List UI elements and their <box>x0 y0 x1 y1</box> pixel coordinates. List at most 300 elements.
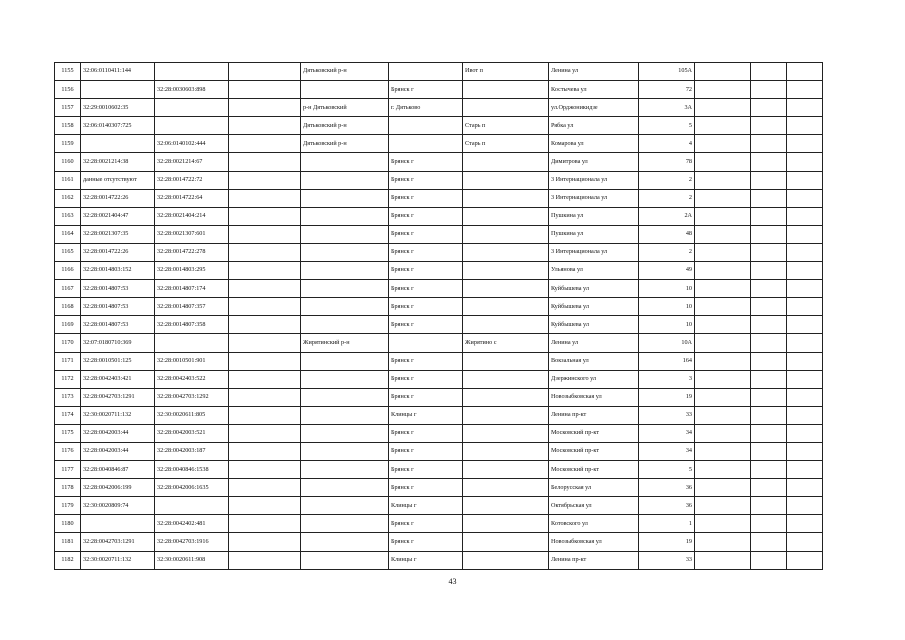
table-cell <box>301 171 389 189</box>
table-cell <box>751 262 787 280</box>
table-cell: Московский пр-кт <box>549 461 639 479</box>
table-cell <box>751 424 787 442</box>
table-cell <box>301 81 389 99</box>
table-cell: 72 <box>639 81 695 99</box>
table-cell <box>463 153 549 171</box>
table-cell: 4 <box>639 135 695 153</box>
table-cell: 32:28:0010501:125 <box>81 352 155 370</box>
table-cell <box>695 99 751 117</box>
table-cell <box>463 189 549 207</box>
table-cell <box>229 497 301 515</box>
table-cell <box>695 334 751 352</box>
table-cell <box>695 280 751 298</box>
table-row <box>55 153 823 171</box>
table-cell <box>229 207 301 225</box>
table-cell <box>463 99 549 117</box>
table-cell: 32:28:0014722:26 <box>81 189 155 207</box>
table-cell: Брянск г <box>389 352 463 370</box>
table-cell: 1177 <box>55 461 81 479</box>
table-cell: Димитрова ул <box>549 153 639 171</box>
table-cell: Брянск г <box>389 171 463 189</box>
table-cell <box>301 515 389 533</box>
table-cell: 1158 <box>55 117 81 135</box>
table-cell: Пушкина ул <box>549 225 639 243</box>
table-body <box>55 63 823 570</box>
table-cell <box>787 81 823 99</box>
table-cell <box>751 81 787 99</box>
table-cell <box>463 225 549 243</box>
table-cell <box>695 135 751 153</box>
table-cell <box>751 406 787 424</box>
table-cell <box>695 533 751 551</box>
table-cell <box>751 99 787 117</box>
table-cell: Брянск г <box>389 153 463 171</box>
table-cell <box>751 63 787 81</box>
table-cell: 3 Интернационала ул <box>549 171 639 189</box>
table-cell <box>787 153 823 171</box>
table-cell <box>229 461 301 479</box>
table-cell: 1171 <box>55 352 81 370</box>
table-cell <box>463 171 549 189</box>
table-cell <box>389 135 463 153</box>
table-cell <box>229 81 301 99</box>
table-cell: 1179 <box>55 497 81 515</box>
table-cell <box>301 225 389 243</box>
table-row <box>55 280 823 298</box>
table-cell: 2 <box>639 189 695 207</box>
table-row <box>55 370 823 388</box>
table-cell <box>787 316 823 334</box>
table-cell <box>751 352 787 370</box>
table-row <box>55 497 823 515</box>
table-cell: 32:28:0042403:522 <box>155 370 229 388</box>
table-cell <box>229 63 301 81</box>
table-cell <box>463 316 549 334</box>
table-cell: 32:30:0020611:908 <box>155 551 229 569</box>
table-cell: 32:28:0014807:358 <box>155 316 229 334</box>
table-cell: 3А <box>639 99 695 117</box>
table-row <box>55 81 823 99</box>
table-cell: Ленина пр-кт <box>549 406 639 424</box>
table-cell <box>229 153 301 171</box>
table-cell <box>229 479 301 497</box>
table-cell: Пушкина ул <box>549 207 639 225</box>
table-cell: 32:30:0020611:805 <box>155 406 229 424</box>
table-cell: 48 <box>639 225 695 243</box>
table-cell: 1159 <box>55 135 81 153</box>
table-cell <box>229 189 301 207</box>
table-cell <box>751 280 787 298</box>
table-cell: 33 <box>639 406 695 424</box>
table-row <box>55 479 823 497</box>
table-cell: Брянск г <box>389 262 463 280</box>
table-cell: 3 Интернационала ул <box>549 189 639 207</box>
table-cell <box>81 81 155 99</box>
table-cell <box>751 243 787 261</box>
table-cell: 32:28:0014722:72 <box>155 171 229 189</box>
table-cell <box>695 225 751 243</box>
table-cell <box>695 370 751 388</box>
table-cell <box>787 298 823 316</box>
table-cell: Брянск г <box>389 298 463 316</box>
data-table <box>54 62 823 570</box>
table-cell: 1180 <box>55 515 81 533</box>
table-cell: Котовского ул <box>549 515 639 533</box>
table-cell <box>301 388 389 406</box>
table-row <box>55 243 823 261</box>
table-cell: 2 <box>639 243 695 261</box>
table-cell <box>695 81 751 99</box>
table-cell <box>787 99 823 117</box>
table-cell: 1176 <box>55 442 81 460</box>
table-cell <box>787 63 823 81</box>
table-row <box>55 533 823 551</box>
table-cell: Клинцы г <box>389 406 463 424</box>
table-cell <box>301 189 389 207</box>
table-row <box>55 334 823 352</box>
table-cell: Куйбышева ул <box>549 298 639 316</box>
table-cell: 10А <box>639 334 695 352</box>
table-cell: Дятьковский р-н <box>301 63 389 81</box>
table-cell: данные отсутствуют <box>81 171 155 189</box>
table-cell <box>463 461 549 479</box>
table-cell <box>751 135 787 153</box>
table-cell <box>463 551 549 569</box>
table-cell <box>229 243 301 261</box>
table-cell: 32:28:0042006:199 <box>81 479 155 497</box>
table-row <box>55 171 823 189</box>
table-cell <box>695 424 751 442</box>
table-cell <box>229 135 301 153</box>
table-cell <box>695 243 751 261</box>
table-cell <box>751 225 787 243</box>
table-cell <box>695 442 751 460</box>
table-cell: 32:28:0040846:87 <box>81 461 155 479</box>
table-cell: 19 <box>639 388 695 406</box>
table-cell: Ленина ул <box>549 63 639 81</box>
table-row <box>55 63 823 81</box>
table-cell: 32:07:0180710:369 <box>81 334 155 352</box>
table-cell: Брянск г <box>389 225 463 243</box>
table-cell <box>229 406 301 424</box>
table-cell <box>695 63 751 81</box>
table-cell: 32:28:0014807:53 <box>81 280 155 298</box>
table-cell <box>751 316 787 334</box>
table-cell: Куйбышева ул <box>549 316 639 334</box>
table-cell: 32:28:0021307:601 <box>155 225 229 243</box>
table-cell <box>787 442 823 460</box>
table-cell: 1182 <box>55 551 81 569</box>
table-cell <box>787 352 823 370</box>
table-row <box>55 316 823 334</box>
table-cell <box>301 406 389 424</box>
table-cell <box>751 497 787 515</box>
table-cell: 49 <box>639 262 695 280</box>
table-cell <box>301 461 389 479</box>
table-cell: 164 <box>639 352 695 370</box>
table-cell: 32:06:0140102:444 <box>155 135 229 153</box>
table-cell <box>695 497 751 515</box>
table-cell <box>301 243 389 261</box>
table-cell <box>695 479 751 497</box>
table-cell: 32:06:0110411:144 <box>81 63 155 81</box>
table-cell: 32:30:0020711:132 <box>81 551 155 569</box>
table-cell: Московский пр-кт <box>549 442 639 460</box>
table-cell: 1164 <box>55 225 81 243</box>
table-cell <box>787 135 823 153</box>
table-cell <box>81 135 155 153</box>
table-row <box>55 442 823 460</box>
table-cell <box>787 171 823 189</box>
table-cell <box>463 243 549 261</box>
table-cell <box>751 388 787 406</box>
table-row <box>55 551 823 569</box>
table-cell <box>751 461 787 479</box>
table-cell: 32:28:0021307:35 <box>81 225 155 243</box>
table-row <box>55 225 823 243</box>
table-cell: 3 <box>639 370 695 388</box>
table-cell: 32:06:0140307:725 <box>81 117 155 135</box>
table-cell <box>695 189 751 207</box>
table-cell: 10 <box>639 316 695 334</box>
table-cell <box>301 298 389 316</box>
table-cell <box>301 442 389 460</box>
table-cell: Брянск г <box>389 189 463 207</box>
table-cell <box>229 424 301 442</box>
table-cell: 36 <box>639 479 695 497</box>
table-cell: Ульянова ул <box>549 262 639 280</box>
table-cell: Брянск г <box>389 515 463 533</box>
table-cell <box>695 207 751 225</box>
table-cell: 10 <box>639 298 695 316</box>
table-cell <box>787 117 823 135</box>
table-cell: 19 <box>639 533 695 551</box>
table-cell <box>155 63 229 81</box>
table-cell <box>787 334 823 352</box>
table-cell: Брянск г <box>389 461 463 479</box>
table-row <box>55 515 823 533</box>
table-cell: 1175 <box>55 424 81 442</box>
table-cell: 32:30:0020711:132 <box>81 406 155 424</box>
table-cell: 32:28:0021214:67 <box>155 153 229 171</box>
table-cell: 32:28:0014807:357 <box>155 298 229 316</box>
table-cell: 33 <box>639 551 695 569</box>
table-cell <box>229 334 301 352</box>
table-cell: 32:28:0021214:38 <box>81 153 155 171</box>
table-cell <box>301 207 389 225</box>
table-cell: Брянск г <box>389 316 463 334</box>
table-cell: Брянск г <box>389 207 463 225</box>
table-cell <box>787 243 823 261</box>
table-cell: 32:28:0014807:53 <box>81 298 155 316</box>
table-cell: г. Дятьково <box>389 99 463 117</box>
table-cell: Московский пр-кт <box>549 424 639 442</box>
table-cell: 32:28:0042403:421 <box>81 370 155 388</box>
table-cell: Ленина ул <box>549 334 639 352</box>
table-cell: 1174 <box>55 406 81 424</box>
table-cell: Жирятино с <box>463 334 549 352</box>
table-cell <box>301 153 389 171</box>
table-cell: Октябрьская ул <box>549 497 639 515</box>
table-cell <box>787 207 823 225</box>
table-cell: 32:28:0014722:278 <box>155 243 229 261</box>
table-row <box>55 461 823 479</box>
table-cell: Брянск г <box>389 388 463 406</box>
table-cell <box>229 442 301 460</box>
table-cell: Брянск г <box>389 370 463 388</box>
table-cell <box>463 81 549 99</box>
table-cell <box>155 117 229 135</box>
table-cell: 32:29:0010602:35 <box>81 99 155 117</box>
table-cell: 1 <box>639 515 695 533</box>
table-cell: 1181 <box>55 533 81 551</box>
table-cell <box>389 63 463 81</box>
table-cell <box>301 497 389 515</box>
table-cell <box>695 262 751 280</box>
table-cell: 32:28:0042003:44 <box>81 442 155 460</box>
table-cell: Рябка ул <box>549 117 639 135</box>
table-cell <box>301 352 389 370</box>
table-cell <box>787 515 823 533</box>
table-row <box>55 298 823 316</box>
table-cell: 32:28:0042003:187 <box>155 442 229 460</box>
table-row <box>55 117 823 135</box>
table-cell: 32:28:0042703:1292 <box>155 388 229 406</box>
table-cell: Брянск г <box>389 81 463 99</box>
table-cell <box>695 298 751 316</box>
table-cell: Вокзальная ул <box>549 352 639 370</box>
table-cell: 1169 <box>55 316 81 334</box>
table-cell <box>229 551 301 569</box>
table-cell: Брянск г <box>389 243 463 261</box>
table-cell <box>229 352 301 370</box>
table-row <box>55 262 823 280</box>
table-cell: 32:28:0014803:152 <box>81 262 155 280</box>
table-cell: 3 Интернационала ул <box>549 243 639 261</box>
table-cell <box>787 388 823 406</box>
table-cell: 32:28:0021404:214 <box>155 207 229 225</box>
table-cell <box>695 551 751 569</box>
table-cell: 32:28:0042703:1291 <box>81 533 155 551</box>
table-cell: 1165 <box>55 243 81 261</box>
table-cell <box>751 117 787 135</box>
table-cell <box>695 117 751 135</box>
table-cell <box>695 406 751 424</box>
table-cell: Жирятинский р-н <box>301 334 389 352</box>
table-cell <box>787 406 823 424</box>
table-cell: 78 <box>639 153 695 171</box>
table-cell: 1166 <box>55 262 81 280</box>
table-cell <box>463 515 549 533</box>
table-cell: 1155 <box>55 63 81 81</box>
table-cell: 32:28:0042006:1635 <box>155 479 229 497</box>
page-number: 43 <box>448 577 457 586</box>
table-cell: Брянск г <box>389 280 463 298</box>
table-cell <box>695 515 751 533</box>
table-cell <box>229 515 301 533</box>
table-cell: 32:28:0042003:521 <box>155 424 229 442</box>
table-cell: 32:28:0010501:901 <box>155 352 229 370</box>
table-cell <box>389 334 463 352</box>
table-cell <box>751 171 787 189</box>
table-cell: 1167 <box>55 280 81 298</box>
table-cell: Брянск г <box>389 424 463 442</box>
table-cell <box>229 117 301 135</box>
table-cell <box>301 424 389 442</box>
table-cell: Брянск г <box>389 533 463 551</box>
table-cell <box>751 515 787 533</box>
table-cell <box>229 533 301 551</box>
table-cell: 32:28:0042003:44 <box>81 424 155 442</box>
table-cell: 105А <box>639 63 695 81</box>
table-cell <box>787 497 823 515</box>
table-cell <box>229 99 301 117</box>
table-cell <box>155 497 229 515</box>
table-row <box>55 207 823 225</box>
table-cell: 1178 <box>55 479 81 497</box>
table-cell: 32:28:0014807:174 <box>155 280 229 298</box>
table-cell: 1162 <box>55 189 81 207</box>
table-cell: 34 <box>639 424 695 442</box>
table-cell <box>229 298 301 316</box>
table-row <box>55 135 823 153</box>
table-cell: Клинцы г <box>389 497 463 515</box>
table-cell: 1173 <box>55 388 81 406</box>
table-cell: Дятьковский р-н <box>301 135 389 153</box>
table-cell <box>463 442 549 460</box>
table-cell <box>155 334 229 352</box>
table-cell: Брянск г <box>389 479 463 497</box>
table-cell <box>695 461 751 479</box>
table-cell: 32:28:0030603:898 <box>155 81 229 99</box>
table-cell: 2 <box>639 171 695 189</box>
table-cell: Ленина пр-кт <box>549 551 639 569</box>
table-cell <box>463 352 549 370</box>
table-cell <box>463 533 549 551</box>
table-cell <box>695 388 751 406</box>
table-cell: Костычева ул <box>549 81 639 99</box>
table-cell <box>787 424 823 442</box>
table-row <box>55 406 823 424</box>
table-cell <box>751 479 787 497</box>
table-cell: 10 <box>639 280 695 298</box>
table-cell: Старь п <box>463 135 549 153</box>
table-cell <box>229 280 301 298</box>
table-cell <box>695 352 751 370</box>
table-cell <box>229 370 301 388</box>
table-cell: 36 <box>639 497 695 515</box>
table-cell <box>155 99 229 117</box>
table-cell <box>301 533 389 551</box>
table-row <box>55 388 823 406</box>
table-cell <box>229 388 301 406</box>
table-cell: 32:30:0020809:74 <box>81 497 155 515</box>
table-cell <box>301 280 389 298</box>
table-cell <box>751 442 787 460</box>
table-cell: Белорусская ул <box>549 479 639 497</box>
table-cell: р-н Дятьковский <box>301 99 389 117</box>
table-cell: 1161 <box>55 171 81 189</box>
table-cell <box>229 262 301 280</box>
table-cell <box>787 262 823 280</box>
table-cell: 1170 <box>55 334 81 352</box>
table-cell <box>787 189 823 207</box>
table-cell: 5 <box>639 117 695 135</box>
table-cell: Дятьковский р-н <box>301 117 389 135</box>
table-cell <box>695 171 751 189</box>
table-cell: Ивот п <box>463 63 549 81</box>
table-cell <box>787 533 823 551</box>
